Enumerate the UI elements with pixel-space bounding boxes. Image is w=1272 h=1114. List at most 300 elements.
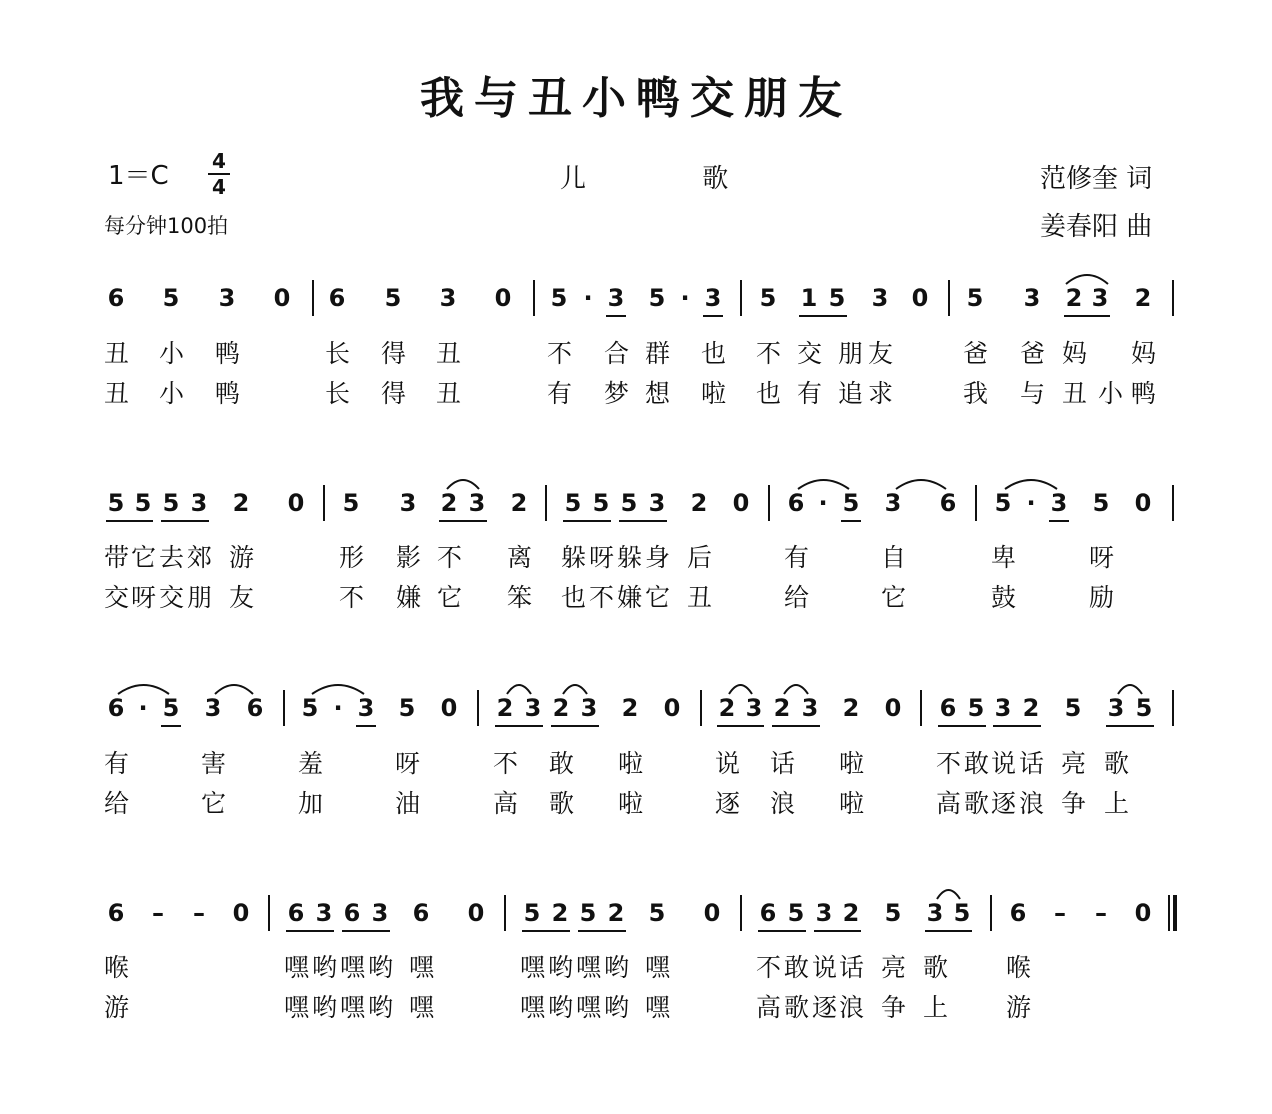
barline bbox=[477, 690, 479, 726]
slur bbox=[798, 477, 849, 491]
lyric-char: 高 bbox=[493, 789, 520, 818]
lyric-char: 话 bbox=[1019, 749, 1046, 778]
beam-underline bbox=[925, 930, 972, 932]
lyric-char: 呀 bbox=[589, 543, 616, 572]
lyric-char: 丑 bbox=[1062, 379, 1089, 408]
note: 5 bbox=[384, 284, 402, 312]
lyric-char: 小 bbox=[1098, 379, 1125, 408]
barline bbox=[1172, 280, 1174, 316]
note: 6 bbox=[939, 489, 957, 517]
lyric-char: 自 bbox=[881, 543, 908, 572]
lyric-char: 敢 bbox=[964, 749, 991, 778]
note: 3 bbox=[204, 694, 222, 722]
lyric-char: 啦 bbox=[839, 749, 866, 778]
slur bbox=[1118, 682, 1142, 696]
lyric-char: 离 bbox=[507, 543, 534, 572]
beam-underline bbox=[841, 520, 861, 522]
lyric-char: 有 bbox=[104, 749, 131, 778]
beam-underline bbox=[495, 725, 543, 727]
note: · bbox=[138, 694, 148, 722]
lyric-char: 与 bbox=[1020, 379, 1047, 408]
lyric-char: 浪 bbox=[770, 789, 797, 818]
note: 5 bbox=[550, 284, 568, 312]
slur bbox=[507, 682, 531, 696]
slur bbox=[1005, 477, 1057, 491]
lyric-char: 呀 bbox=[131, 583, 158, 612]
lyric-char: 哟 bbox=[368, 953, 395, 982]
note: 3 bbox=[218, 284, 236, 312]
note: 6 bbox=[787, 489, 805, 517]
note: 0 bbox=[440, 694, 458, 722]
note: 5 bbox=[1092, 489, 1110, 517]
lyric-char: 亮 bbox=[1061, 749, 1088, 778]
note: 1 bbox=[800, 284, 818, 312]
note: 0 bbox=[884, 694, 902, 722]
note: 3 bbox=[468, 489, 486, 517]
lyric-char: 给 bbox=[784, 583, 811, 612]
note: 0 bbox=[1134, 489, 1152, 517]
lyric-char: 嘿 bbox=[645, 993, 672, 1022]
note: · bbox=[583, 284, 593, 312]
note: 3 bbox=[315, 899, 333, 927]
barline bbox=[768, 485, 770, 521]
beam-underline bbox=[551, 725, 599, 727]
note: 3 bbox=[524, 694, 542, 722]
note: 2 bbox=[690, 489, 708, 517]
lyric-char: 哟 bbox=[312, 953, 339, 982]
note: 5 bbox=[1064, 694, 1082, 722]
note: 5 bbox=[648, 899, 666, 927]
lyric-char: 说 bbox=[812, 953, 839, 982]
lyric-char: 求 bbox=[868, 379, 895, 408]
time-signature-bottom: 4 bbox=[212, 175, 226, 199]
composer-credit: 姜春阳 曲 bbox=[1040, 212, 1153, 242]
lyric-char: 不 bbox=[589, 583, 616, 612]
lyric-char: 嘿 bbox=[576, 993, 603, 1022]
lyric-char: 交 bbox=[159, 583, 186, 612]
note: 3 bbox=[190, 489, 208, 517]
lyric-char: 也 bbox=[701, 339, 728, 368]
note: 5 bbox=[884, 899, 902, 927]
lyricist-credit: 范修奎 词 bbox=[1040, 164, 1153, 194]
note: 3 bbox=[399, 489, 417, 517]
lyric-char: 啦 bbox=[618, 749, 645, 778]
lyric-char: 说 bbox=[991, 749, 1018, 778]
beam-underline bbox=[439, 520, 487, 522]
lyric-char: 上 bbox=[923, 993, 950, 1022]
note: 0 bbox=[1134, 899, 1152, 927]
barline bbox=[740, 895, 742, 931]
lyric-char: 身 bbox=[645, 543, 672, 572]
lyric-char: 油 bbox=[395, 789, 422, 818]
note: 5 bbox=[523, 899, 541, 927]
lyric-char: 哟 bbox=[604, 993, 631, 1022]
note: 3 bbox=[371, 899, 389, 927]
note: 5 bbox=[592, 489, 610, 517]
lyric-char: 带 bbox=[104, 543, 131, 572]
lyric-char: 妈 bbox=[1131, 339, 1158, 368]
note: 2 bbox=[621, 694, 639, 722]
lyric-char: 加 bbox=[298, 789, 325, 818]
note: 3 bbox=[1107, 694, 1125, 722]
lyric-char: 郊 bbox=[187, 543, 214, 572]
lyric-char: 得 bbox=[381, 379, 408, 408]
lyric-char: 哟 bbox=[368, 993, 395, 1022]
note: 3 bbox=[1023, 284, 1041, 312]
lyric-char: 它 bbox=[201, 789, 228, 818]
lyric-char: 浪 bbox=[1019, 789, 1046, 818]
note: 5 bbox=[162, 694, 180, 722]
beam-underline bbox=[356, 725, 376, 727]
lyric-char: 嘿 bbox=[284, 993, 311, 1022]
lyric-char: 争 bbox=[881, 993, 908, 1022]
note: 2 bbox=[440, 489, 458, 517]
lyric-char: 话 bbox=[839, 953, 866, 982]
lyric-char: 哟 bbox=[548, 993, 575, 1022]
beam-underline bbox=[1049, 520, 1069, 522]
slur bbox=[215, 682, 253, 696]
beam-underline bbox=[106, 520, 153, 522]
lyric-char: 啦 bbox=[618, 789, 645, 818]
genre-label: 儿 歌 bbox=[560, 164, 783, 194]
lyric-char: 不 bbox=[437, 543, 464, 572]
lyric-char: 交 bbox=[797, 339, 824, 368]
lyric-char: 鸭 bbox=[215, 379, 242, 408]
note: 2 bbox=[510, 489, 528, 517]
lyric-char: 不 bbox=[756, 339, 783, 368]
slur bbox=[937, 887, 960, 901]
beam-underline bbox=[1106, 725, 1154, 727]
lyric-char: 长 bbox=[325, 379, 352, 408]
lyric-char: 喉 bbox=[1006, 953, 1033, 982]
lyric-char: 群 bbox=[645, 339, 672, 368]
note: 6 bbox=[1009, 899, 1027, 927]
note: 5 bbox=[842, 489, 860, 517]
lyric-char: 交 bbox=[104, 583, 131, 612]
note: 0 bbox=[732, 489, 750, 517]
note: 5 bbox=[1135, 694, 1153, 722]
lyric-char: 逐 bbox=[715, 789, 742, 818]
note: 5 bbox=[967, 694, 985, 722]
barline bbox=[312, 280, 314, 316]
note: 2 bbox=[1134, 284, 1152, 312]
lyric-char: 嘿 bbox=[576, 953, 603, 982]
key-signature: 1＝C bbox=[108, 161, 169, 191]
beam-underline bbox=[161, 725, 181, 727]
lyric-char: 嘿 bbox=[284, 953, 311, 982]
lyric-char: 妈 bbox=[1062, 339, 1089, 368]
note: 2 bbox=[496, 694, 514, 722]
note: 0 bbox=[663, 694, 681, 722]
lyric-char: 不 bbox=[493, 749, 520, 778]
note: 0 bbox=[494, 284, 512, 312]
note: 2 bbox=[607, 899, 625, 927]
lyric-char: 躲 bbox=[561, 543, 588, 572]
barline bbox=[504, 895, 506, 931]
lyric-char: 有 bbox=[784, 543, 811, 572]
note: 6 bbox=[759, 899, 777, 927]
beam-underline bbox=[772, 725, 820, 727]
slur bbox=[1066, 272, 1108, 286]
lyric-char: 长 bbox=[325, 339, 352, 368]
lyric-char: 歌 bbox=[549, 789, 576, 818]
lyric-char: 嘿 bbox=[340, 993, 367, 1022]
lyric-char: 它 bbox=[437, 583, 464, 612]
note: 3 bbox=[704, 284, 722, 312]
lyric-char: 话 bbox=[770, 749, 797, 778]
lyric-char: 嘿 bbox=[520, 953, 547, 982]
note: 5 bbox=[134, 489, 152, 517]
beam-underline bbox=[563, 520, 611, 522]
note: 3 bbox=[357, 694, 375, 722]
lyric-char: 丑 bbox=[104, 339, 131, 368]
lyric-char: 不 bbox=[936, 749, 963, 778]
lyric-char: 形 bbox=[339, 543, 366, 572]
lyric-char: 爸 bbox=[963, 339, 990, 368]
slur bbox=[312, 682, 364, 696]
note: 3 bbox=[648, 489, 666, 517]
barline bbox=[700, 690, 702, 726]
barline bbox=[1172, 690, 1174, 726]
note: 5 bbox=[953, 899, 971, 927]
lyric-char: 小 bbox=[159, 339, 186, 368]
lyric-char: 羞 bbox=[298, 749, 325, 778]
lyric-char: 朋 bbox=[838, 339, 865, 368]
beam-underline bbox=[814, 930, 861, 932]
note: 5 bbox=[994, 489, 1012, 517]
lyric-char: 影 bbox=[396, 543, 423, 572]
lyric-char: 也 bbox=[756, 379, 783, 408]
note: 2 bbox=[773, 694, 791, 722]
barline bbox=[545, 485, 547, 521]
note: 6 bbox=[412, 899, 430, 927]
beam-underline bbox=[606, 315, 626, 317]
lyric-char: 逐 bbox=[812, 993, 839, 1022]
lyric-char: 不 bbox=[547, 339, 574, 368]
lyric-char: 呀 bbox=[1089, 543, 1116, 572]
lyric-char: 嘿 bbox=[520, 993, 547, 1022]
lyric-char: 嫌 bbox=[617, 583, 644, 612]
note: 3 bbox=[926, 899, 944, 927]
lyric-char: 鼓 bbox=[991, 583, 1018, 612]
lyric-char: 我 bbox=[963, 379, 990, 408]
beam-underline bbox=[342, 930, 390, 932]
note: 3 bbox=[439, 284, 457, 312]
lyric-char: 卑 bbox=[991, 543, 1018, 572]
lyric-char: 笨 bbox=[507, 583, 534, 612]
lyric-char: 哟 bbox=[312, 993, 339, 1022]
note: 5 bbox=[579, 899, 597, 927]
lyric-char: 歌 bbox=[964, 789, 991, 818]
lyric-char: 友 bbox=[229, 583, 256, 612]
beam-underline bbox=[703, 315, 723, 317]
lyric-char: 高 bbox=[936, 789, 963, 818]
lyric-char: 后 bbox=[687, 543, 714, 572]
lyric-char: 有 bbox=[547, 379, 574, 408]
lyric-char: 浪 bbox=[839, 993, 866, 1022]
notation-row-2 bbox=[0, 489, 1272, 523]
lyric-char: 啦 bbox=[701, 379, 728, 408]
note: · bbox=[333, 694, 343, 722]
lyric-char: 也 bbox=[561, 583, 588, 612]
beam-underline bbox=[717, 725, 764, 727]
final-barline-thick bbox=[1173, 895, 1177, 931]
note: 5 bbox=[620, 489, 638, 517]
barline bbox=[283, 690, 285, 726]
lyric-char: 呀 bbox=[395, 749, 422, 778]
lyric-char: 梦 bbox=[604, 379, 631, 408]
note: 2 bbox=[842, 899, 860, 927]
lyric-char: 有 bbox=[797, 379, 824, 408]
note: 6 bbox=[107, 694, 125, 722]
lyric-char: 敢 bbox=[549, 749, 576, 778]
notation-row-3 bbox=[0, 694, 1272, 728]
note: 3 bbox=[801, 694, 819, 722]
lyric-char: 想 bbox=[645, 379, 672, 408]
lyric-char: 躲 bbox=[617, 543, 644, 572]
note: 5 bbox=[398, 694, 416, 722]
barline bbox=[268, 895, 270, 931]
song-title: 我与丑小鸭交朋友 bbox=[420, 73, 852, 124]
beam-underline bbox=[619, 520, 667, 522]
lyric-char: 鸭 bbox=[1131, 379, 1158, 408]
lyric-char: 它 bbox=[881, 583, 908, 612]
lyric-char: 嫌 bbox=[396, 583, 423, 612]
note: 0 bbox=[703, 899, 721, 927]
note: · bbox=[1026, 489, 1036, 517]
lyric-char: 歌 bbox=[784, 993, 811, 1022]
lyric-char: 啦 bbox=[839, 789, 866, 818]
barline bbox=[1172, 485, 1174, 521]
barline bbox=[323, 485, 325, 521]
barline bbox=[920, 690, 922, 726]
lyric-char: 给 bbox=[104, 789, 131, 818]
lyric-char: 丑 bbox=[436, 339, 463, 368]
lyric-char: 高 bbox=[756, 993, 783, 1022]
note: 5 bbox=[759, 284, 777, 312]
note: – bbox=[193, 899, 205, 927]
note: 6 bbox=[939, 694, 957, 722]
lyric-char: 说 bbox=[715, 749, 742, 778]
note: · bbox=[680, 284, 690, 312]
note: 3 bbox=[994, 694, 1012, 722]
lyric-char: 逐 bbox=[991, 789, 1018, 818]
lyric-char: 它 bbox=[131, 543, 158, 572]
barline bbox=[533, 280, 535, 316]
note: 3 bbox=[607, 284, 625, 312]
note: 5 bbox=[107, 489, 125, 517]
note: 6 bbox=[287, 899, 305, 927]
note: 5 bbox=[564, 489, 582, 517]
time-signature bbox=[208, 150, 230, 198]
note: 6 bbox=[343, 899, 361, 927]
note: 3 bbox=[1050, 489, 1068, 517]
note: 5 bbox=[342, 489, 360, 517]
lyric-char: 嘿 bbox=[340, 953, 367, 982]
lyric-char: 不 bbox=[756, 953, 783, 982]
slur bbox=[729, 682, 752, 696]
lyric-char: 鸭 bbox=[215, 339, 242, 368]
lyric-char: 哟 bbox=[548, 953, 575, 982]
note: 6 bbox=[107, 899, 125, 927]
lyric-char: 去 bbox=[159, 543, 186, 572]
lyric-char: 亮 bbox=[881, 953, 908, 982]
slur bbox=[118, 682, 169, 696]
lyric-char: 游 bbox=[1006, 993, 1033, 1022]
note: 6 bbox=[246, 694, 264, 722]
note: 3 bbox=[580, 694, 598, 722]
notation-row-4 bbox=[0, 899, 1272, 933]
lyric-char: 得 bbox=[381, 339, 408, 368]
lyric-char: 游 bbox=[229, 543, 256, 572]
notation-row-1 bbox=[0, 284, 1272, 318]
lyric-char: 歌 bbox=[923, 953, 950, 982]
lyric-char: 它 bbox=[645, 583, 672, 612]
lyric-char: 哟 bbox=[604, 953, 631, 982]
lyric-char: 敢 bbox=[784, 953, 811, 982]
barline bbox=[975, 485, 977, 521]
note: 5 bbox=[162, 489, 180, 517]
beam-underline bbox=[799, 315, 847, 317]
lyric-char: 嘿 bbox=[409, 993, 436, 1022]
beam-underline bbox=[161, 520, 209, 522]
slur bbox=[784, 682, 808, 696]
note: 2 bbox=[1022, 694, 1040, 722]
note: 5 bbox=[787, 899, 805, 927]
note: 0 bbox=[232, 899, 250, 927]
note: 0 bbox=[273, 284, 291, 312]
lyric-char: 丑 bbox=[687, 583, 714, 612]
final-barline bbox=[1168, 895, 1170, 931]
lyric-char: 爸 bbox=[1020, 339, 1047, 368]
note: 2 bbox=[551, 899, 569, 927]
lyric-char: 嘿 bbox=[409, 953, 436, 982]
barline bbox=[948, 280, 950, 316]
note: 3 bbox=[871, 284, 889, 312]
lyric-char: 小 bbox=[159, 379, 186, 408]
lyric-char: 丑 bbox=[104, 379, 131, 408]
note: 2 bbox=[718, 694, 736, 722]
lyric-char: 追 bbox=[838, 379, 865, 408]
tempo-marking: 每分钟100拍 bbox=[104, 214, 229, 238]
note: · bbox=[818, 489, 828, 517]
note: – bbox=[152, 899, 164, 927]
beam-underline bbox=[1064, 315, 1110, 317]
note: 3 bbox=[884, 489, 902, 517]
beam-underline bbox=[758, 930, 806, 932]
note: 0 bbox=[287, 489, 305, 517]
slur bbox=[563, 682, 587, 696]
lyric-char: 励 bbox=[1089, 583, 1116, 612]
lyric-char: 喉 bbox=[104, 953, 131, 982]
beam-underline bbox=[938, 725, 986, 727]
beam-underline bbox=[286, 930, 334, 932]
note: 3 bbox=[815, 899, 833, 927]
note: 5 bbox=[966, 284, 984, 312]
lyric-char: 上 bbox=[1104, 789, 1131, 818]
note: – bbox=[1054, 899, 1066, 927]
note: 2 bbox=[1065, 284, 1083, 312]
note: 2 bbox=[232, 489, 250, 517]
note: 6 bbox=[328, 284, 346, 312]
lyric-char: 害 bbox=[201, 749, 228, 778]
lyric-char: 争 bbox=[1061, 789, 1088, 818]
lyric-char: 歌 bbox=[1104, 749, 1131, 778]
note: 5 bbox=[828, 284, 846, 312]
slur bbox=[447, 477, 479, 491]
lyric-char: 嘿 bbox=[645, 953, 672, 982]
note: 0 bbox=[467, 899, 485, 927]
